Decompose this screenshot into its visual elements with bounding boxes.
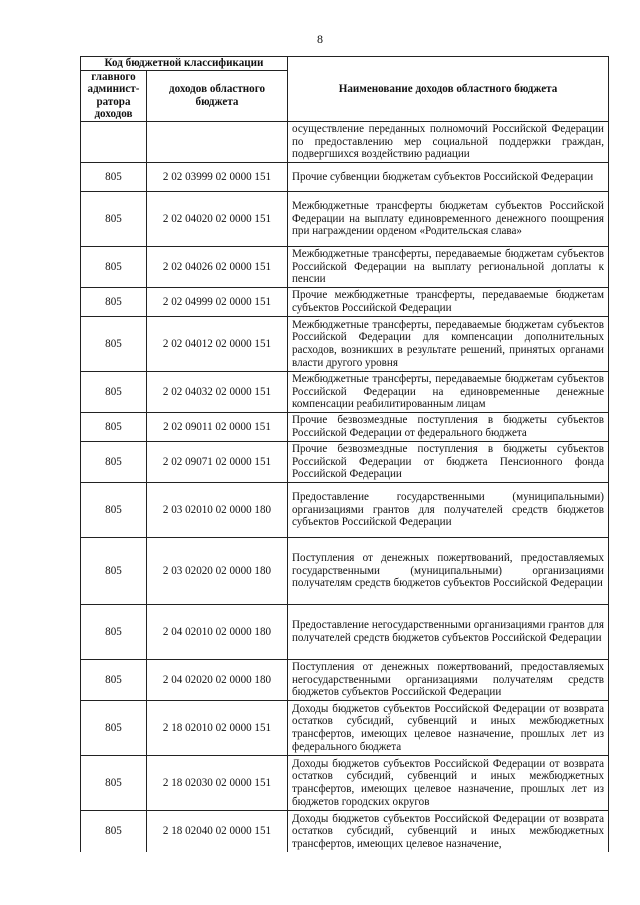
- income-code-cell: 2 04 02010 02 0000 180: [147, 604, 288, 659]
- admin-code-cell: [81, 121, 147, 162]
- income-name-cell: Межбюджетные трансферты, передаваемые бюджетам субъектов Российской Федерации на выплату региональной доплаты к пенсии: [288, 246, 609, 287]
- income-name-cell: Доходы бюджетов субъектов Российской Федерации от возврата остатков субсидий, субвенций и иных межбюджетных трансфертов, имеющих целевое назначение, прошлых лет из федерального бюджета: [288, 700, 609, 755]
- income-code-cell: 2 18 02010 02 0000 151: [147, 700, 288, 755]
- header-income-name: Наименование доходов областного бюджета: [288, 57, 609, 122]
- income-name-cell: Поступления от денежных пожертвований, предоставляемых негосударственными организациями получателям средств бюджетов субъектов Российской Федерации: [288, 659, 609, 700]
- header-regional-budget-income: доходов областного бюджета: [147, 70, 288, 121]
- admin-code-cell: 805: [81, 441, 147, 482]
- table-row: [81, 412, 609, 441]
- income-name-cell: Доходы бюджетов субъектов Российской Федерации от возврата остатков субсидий, субвенций и иных межбюджетных трансфертов, имеющих целевое назначение,: [288, 810, 609, 852]
- income-code-cell: 2 03 02010 02 0000 180: [147, 482, 288, 537]
- table-row: [81, 287, 609, 316]
- table-row: [81, 371, 609, 412]
- admin-code-cell: 805: [81, 659, 147, 700]
- admin-code-cell: 805: [81, 810, 147, 852]
- income-name-cell: Прочие безвозмездные поступления в бюджеты субъектов Российской Федерации от федерального бюджета: [288, 412, 609, 441]
- admin-code-cell: 805: [81, 412, 147, 441]
- table-row: [81, 121, 609, 162]
- table-row: [81, 659, 609, 700]
- table-row: [81, 537, 609, 604]
- admin-code-cell: 805: [81, 537, 147, 604]
- header-budget-classification-code: Код бюджетной классификации: [81, 57, 288, 71]
- admin-code-cell: 805: [81, 482, 147, 537]
- income-name-cell: Межбюджетные трансферты, передаваемые бюджетам субъектов Российской Федерации для компенсации дополнительных расходов, возникших в результате решений, принятых органами власти другого уровня: [288, 316, 609, 371]
- income-code-cell: 2 18 02030 02 0000 151: [147, 755, 288, 810]
- admin-code-cell: 805: [81, 316, 147, 371]
- admin-code-cell: 805: [81, 755, 147, 810]
- income-code-cell: 2 04 02020 02 0000 180: [147, 659, 288, 700]
- income-name-cell: Предоставление государственными (муниципальными) организациями грантов для получателей средств бюджетов субъектов Российской Федерации: [288, 482, 609, 537]
- table-row: [81, 810, 609, 852]
- table-body: [81, 121, 609, 852]
- income-name-cell: Поступления от денежных пожертвований, предоставляемых государственными (муниципальными) организациями получателям средств бюджетов субъектов Российской Федерации: [288, 537, 609, 604]
- table-row: [81, 482, 609, 537]
- income-code-cell: 2 02 04032 02 0000 151: [147, 371, 288, 412]
- table-row: [81, 191, 609, 246]
- income-code-cell: 2 18 02040 02 0000 151: [147, 810, 288, 852]
- table-row: [81, 604, 609, 659]
- admin-code-cell: 805: [81, 287, 147, 316]
- admin-code-cell: 805: [81, 371, 147, 412]
- admin-code-cell: 805: [81, 162, 147, 191]
- admin-code-cell: 805: [81, 604, 147, 659]
- admin-code-cell: 805: [81, 191, 147, 246]
- income-code-cell: [147, 121, 288, 162]
- page-number: 8: [317, 32, 323, 46]
- income-name-cell: Прочие безвозмездные поступления в бюджеты субъектов Российской Федерации от бюджета Пенсионного фонда Российской Федерации: [288, 441, 609, 482]
- budget-income-table: [80, 56, 609, 852]
- admin-code-cell: 805: [81, 700, 147, 755]
- header-chief-administrator: главного админист-ратора доходов: [81, 70, 147, 121]
- income-code-cell: 2 03 02020 02 0000 180: [147, 537, 288, 604]
- income-name-cell: Прочие субвенции бюджетам субъектов Российской Федерации: [288, 162, 609, 191]
- table-row: [81, 700, 609, 755]
- table-row: [81, 441, 609, 482]
- income-code-cell: 2 02 04999 02 0000 151: [147, 287, 288, 316]
- income-code-cell: 2 02 04020 02 0000 151: [147, 191, 288, 246]
- income-code-cell: 2 02 03999 02 0000 151: [147, 162, 288, 191]
- income-name-cell: Доходы бюджетов субъектов Российской Федерации от возврата остатков субсидий, субвенций и иных межбюджетных трансфертов, имеющих целевое назначение, прошлых лет из бюджетов городских округов: [288, 755, 609, 810]
- income-code-cell: 2 02 04012 02 0000 151: [147, 316, 288, 371]
- admin-code-cell: 805: [81, 246, 147, 287]
- income-name-cell: Прочие межбюджетные трансферты, передаваемые бюджетам субъектов Российской Федерации: [288, 287, 609, 316]
- table-row: [81, 246, 609, 287]
- income-name-cell: осуществление переданных полномочий Российской Федерации по предоставлению мер социальной поддержки граждан, подвергшихся воздействию радиации: [288, 121, 609, 162]
- income-name-cell: Предоставление негосударственными организациями грантов для получателей средств бюджетов субъектов Российской Федерации: [288, 604, 609, 659]
- income-name-cell: Межбюджетные трансферты бюджетам субъектов Российской Федерации на выплату единовременного денежного поощрения при награждении орденом «Родительская слава»: [288, 191, 609, 246]
- income-code-cell: 2 02 04026 02 0000 151: [147, 246, 288, 287]
- table-row: [81, 316, 609, 371]
- income-code-cell: 2 02 09071 02 0000 151: [147, 441, 288, 482]
- income-name-cell: Межбюджетные трансферты, передаваемые бюджетам субъектов Российской Федерации на единовременные денежные компенсации реабилитированным лицам: [288, 371, 609, 412]
- income-code-cell: 2 02 09011 02 0000 151: [147, 412, 288, 441]
- table-row: [81, 755, 609, 810]
- table-row: [81, 162, 609, 191]
